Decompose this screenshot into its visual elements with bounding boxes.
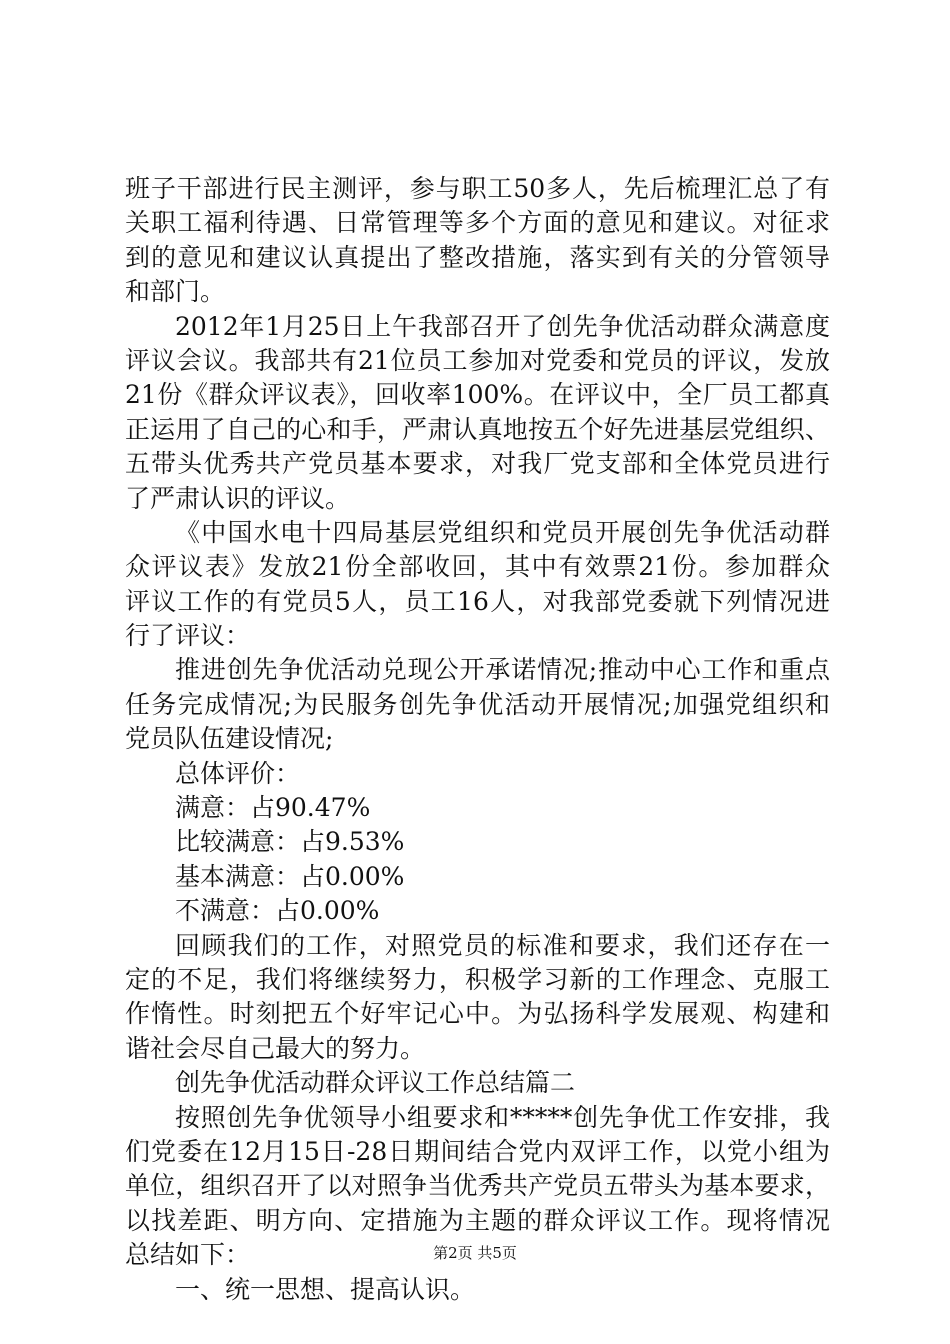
text-line: 任务完成情况;为民服务创先争优活动开展情况;加强党组织和 xyxy=(125,689,830,719)
text-line: 评议会议。我部共有21位员工参加对党委和党员的评议，发放 xyxy=(125,345,830,375)
text-line: 回顾我们的工作，对照党员的标准和要求，我们还存在一 xyxy=(175,930,830,960)
text-line: 五带头优秀共产党员基本要求，对我厂党支部和全体党员进行 xyxy=(125,449,830,479)
text-line: 们党委在12月15日-28日期间结合党内双评工作，以党小组为 xyxy=(125,1136,830,1166)
text-line: 谐社会尽自己最大的努力。 xyxy=(125,1033,426,1063)
text-line: 党员队伍建设情况; xyxy=(125,724,334,754)
text-line: 不满意：占0.00% xyxy=(175,896,380,926)
text-line: 推进创先争优活动兑现公开承诺情况;推动中心工作和重点 xyxy=(175,655,830,685)
section-heading: 创先争优活动群众评议工作总结篇二 xyxy=(175,1068,576,1098)
text-line: 满意：占90.47% xyxy=(175,793,371,823)
text-line: 单位，组织召开了以对照争当优秀共产党员五带头为基本要求， xyxy=(125,1171,830,1201)
text-line: 基本满意：占0.00% xyxy=(175,861,405,891)
text-line: 总结如下： xyxy=(125,1240,251,1270)
text-line: 班子干部进行民主测评，参与职工50多人，先后梳理汇总了有 xyxy=(125,174,830,203)
text-line: 2012年1月25日上午我部召开了创先争优活动群众满意度 xyxy=(175,311,830,341)
text-line: 和部门。 xyxy=(125,277,226,307)
text-line: 到的意见和建议认真提出了整改措施，落实到有关的分管领导 xyxy=(125,242,830,272)
text-line: 一、统一思想、提高认识。 xyxy=(175,1274,476,1304)
text-line: 《中国水电十四局基层党组织和党员开展创先争优活动群 xyxy=(175,517,830,547)
text-line: 以找差距、明方向、定措施为主题的群众评议工作。现将情况 xyxy=(125,1205,830,1235)
text-line: 21份《群众评议表》，回收率100%。在评议中，全厂员工都真 xyxy=(125,380,830,410)
text-line: 按照创先争优领导小组要求和*****创先争优工作安排，我 xyxy=(175,1102,830,1132)
text-line: 比较满意：占9.53% xyxy=(175,827,405,857)
text-line: 关职工福利待遇、日常管理等多个方面的意见和建议。对征求 xyxy=(125,208,830,238)
document-body xyxy=(125,172,830,1307)
text-line: 定的不足，我们将继续努力，积极学习新的工作理念、克服工 xyxy=(125,964,830,994)
text-line: 作惰性。时刻把五个好牢记心中。为弘扬科学发展观、构建和 xyxy=(125,999,830,1029)
text-line: 了严肃认识的评议。 xyxy=(125,483,351,513)
text-line: 众评议表》发放21份全部收回，其中有效票21份。参加群众 xyxy=(125,552,830,582)
text-line: 正运用了自己的心和手，严肃认真地按五个好先进基层党组织、 xyxy=(125,414,830,444)
text-line: 评议工作的有党员5人，员工16人，对我部党委就下列情况进 xyxy=(125,586,830,616)
text-line: 总体评价： xyxy=(175,758,301,788)
text-line: 行了评议： xyxy=(125,621,251,651)
page-number-footer: 第2页 共5页 xyxy=(433,1244,517,1262)
